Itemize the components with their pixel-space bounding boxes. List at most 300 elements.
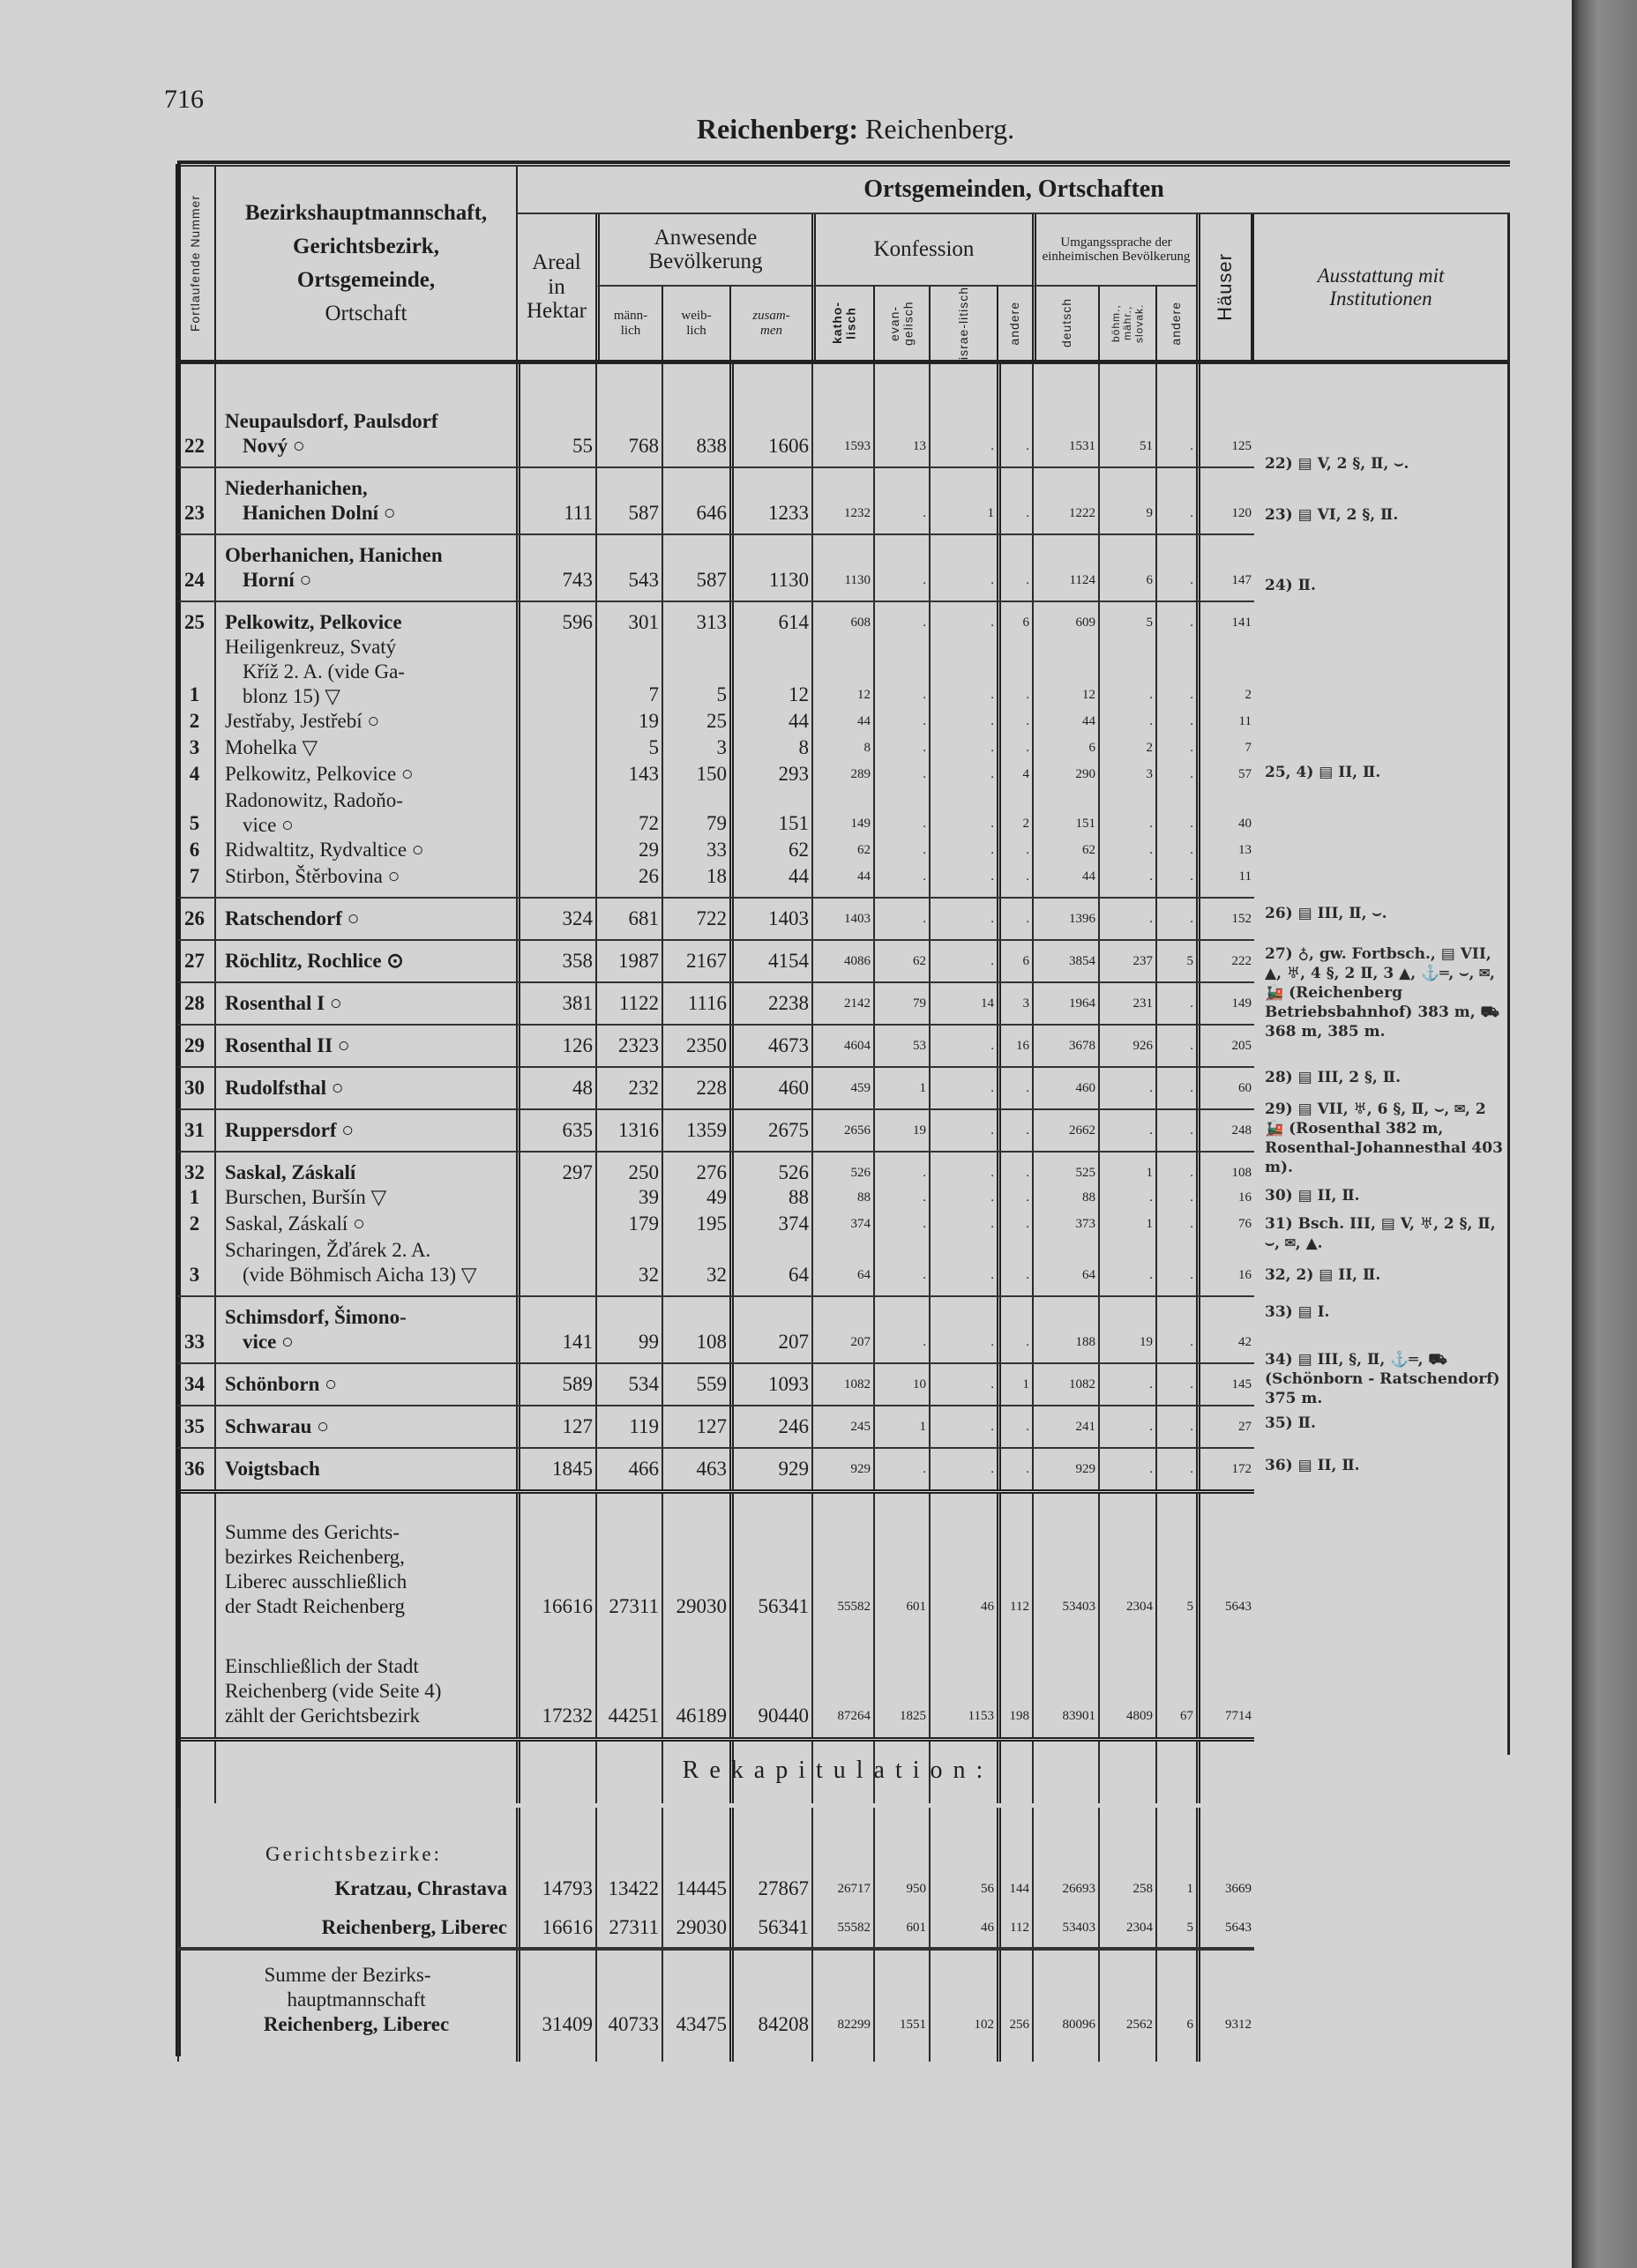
value-haeuser: 205 xyxy=(1196,1026,1254,1066)
place-name xyxy=(214,1153,516,1185)
value-katholisch: 12 xyxy=(811,635,873,709)
value-zusammen: 44 xyxy=(729,864,811,897)
value-evangelisch: 1 xyxy=(873,1406,929,1447)
value-areal xyxy=(516,709,595,735)
row-number: 7 xyxy=(189,865,200,887)
table-row xyxy=(177,364,1254,401)
row-number: 6 xyxy=(189,839,200,861)
value-haeuser: 147 xyxy=(1196,535,1254,601)
value-katholisch: 1232 xyxy=(811,468,873,533)
header-haeuser-text: Häuser xyxy=(1214,253,1237,321)
recap-subtitle: Gerichtsbezirke: xyxy=(265,1843,442,1865)
place-name-line: Radonowitz, Radoňo- xyxy=(225,789,403,811)
value-areal xyxy=(516,788,595,838)
value-andere-konf: 6 xyxy=(997,941,1032,981)
value-evangelisch: . xyxy=(873,1297,929,1362)
value-andere-konf: 198 xyxy=(997,1628,1032,1737)
value-deutsch: 460 xyxy=(1032,1068,1098,1108)
value-zusammen: 2675 xyxy=(729,1110,811,1151)
value-andere-spr: . xyxy=(1155,1238,1196,1295)
value-israelitisch: . xyxy=(929,635,997,709)
value-weiblich: 1359 xyxy=(662,1110,729,1151)
page-edge-shadow xyxy=(1572,0,1637,2268)
row-number: 2 xyxy=(189,1212,200,1235)
place-name-line: Nový ○ xyxy=(243,435,305,457)
value-deutsch: 26693 xyxy=(1032,1869,1098,1908)
place-name xyxy=(214,1238,516,1295)
value-areal: 48 xyxy=(516,1068,595,1108)
header-zusammen: zusam-men xyxy=(729,287,811,360)
header-boehmisch-text: böhm., mähr., slovak. xyxy=(1109,303,1146,343)
value-israelitisch: . xyxy=(929,1406,997,1447)
header-name-line: Bezirkshauptmannschaft, xyxy=(244,200,488,225)
table-row xyxy=(177,1494,1254,1628)
value-andere-spr: 5 xyxy=(1155,1494,1196,1628)
value-weiblich: 646 xyxy=(662,468,729,533)
value-andere-spr: . xyxy=(1155,864,1196,897)
value-haeuser: 149 xyxy=(1196,983,1254,1024)
row-number: 23 xyxy=(184,502,205,524)
value-haeuser: 57 xyxy=(1196,762,1254,788)
ausstattung-note: 32, 2) ▤ II, Ⅱ. xyxy=(1265,1266,1381,1284)
value-andere-konf: . xyxy=(997,1449,1032,1489)
value-zusammen: 1606 xyxy=(729,401,811,466)
row-number: 34 xyxy=(184,1373,205,1395)
value-andere-spr: . xyxy=(1155,635,1196,709)
value-haeuser: 7 xyxy=(1196,735,1254,762)
value-weiblich: 587 xyxy=(662,535,729,601)
value-katholisch: 1593 xyxy=(811,401,873,466)
place-name-line: Rosenthal I ○ xyxy=(225,992,342,1014)
value-deutsch: 3854 xyxy=(1032,941,1098,981)
place-name-line: Niederhanichen, xyxy=(225,477,368,499)
value-israelitisch: . xyxy=(929,788,997,838)
value-weiblich: 46189 xyxy=(662,1628,729,1737)
value-deutsch: 64 xyxy=(1032,1238,1098,1295)
value-maennlich: 681 xyxy=(595,899,662,939)
value-zusammen: 526 xyxy=(729,1153,811,1185)
ausstattung-note: 35) Ⅱ. xyxy=(1265,1414,1316,1432)
value-andere-spr: . xyxy=(1155,535,1196,601)
value-maennlich: 466 xyxy=(595,1449,662,1489)
value-areal xyxy=(516,364,595,401)
value-haeuser: 125 xyxy=(1196,401,1254,466)
value-deutsch: 80096 xyxy=(1032,1951,1098,2062)
place-name-line: bezirkes Reichenberg, xyxy=(225,1546,405,1568)
table-row xyxy=(177,602,1254,635)
value-andere-konf: . xyxy=(997,838,1032,864)
place-name xyxy=(214,535,516,601)
value-haeuser: 108 xyxy=(1196,1153,1254,1185)
row-number: 32 xyxy=(184,1161,205,1183)
value-katholisch: 44 xyxy=(811,709,873,735)
table-row xyxy=(177,1364,1254,1406)
place-name xyxy=(214,899,516,939)
header-deutsch-text: deutsch xyxy=(1059,298,1074,348)
table-row xyxy=(177,983,1254,1026)
place-name xyxy=(214,1364,516,1405)
value-katholisch: 374 xyxy=(811,1212,873,1238)
value-israelitisch: . xyxy=(929,864,997,897)
value-israelitisch: . xyxy=(929,1364,997,1405)
ausstattung-note: 34) ▤ III, §, Ⅱ, ⚓═, ⛟ (Schönborn - Ratschendorf) 375 m. xyxy=(1265,1351,1500,1407)
value-maennlich: 534 xyxy=(595,1364,662,1405)
value-andere-spr: . xyxy=(1155,709,1196,735)
header-konfession: Konfession xyxy=(811,214,1032,287)
place-name xyxy=(214,762,516,788)
place-name-line: Stirbon, Štěrbovina ○ xyxy=(225,865,400,887)
table-subrow xyxy=(177,635,1254,709)
value-maennlich: 32 xyxy=(595,1238,662,1295)
table-subrow xyxy=(177,788,1254,838)
value-weiblich xyxy=(662,364,729,401)
ausstattung-note: 25, 4) ▤ II, Ⅱ. xyxy=(1265,764,1381,781)
value-andere-spr: . xyxy=(1155,1153,1196,1185)
value-weiblich: 29030 xyxy=(662,1908,729,1947)
value-areal: 743 xyxy=(516,535,595,601)
place-name-line: Horní ○ xyxy=(243,569,312,591)
value-katholisch: 245 xyxy=(811,1406,873,1447)
value-weiblich: 18 xyxy=(662,864,729,897)
header-name xyxy=(214,167,516,360)
value-israelitisch: 102 xyxy=(929,1951,997,2062)
value-israelitisch: . xyxy=(929,1153,997,1185)
row-number: 31 xyxy=(184,1119,205,1141)
value-evangelisch: 62 xyxy=(873,941,929,981)
header-ausstattung: Ausstattung mit Institutionen xyxy=(1254,214,1510,360)
value-deutsch: 3678 xyxy=(1032,1026,1098,1066)
value-maennlich: 29 xyxy=(595,838,662,864)
value-deutsch: 1396 xyxy=(1032,899,1098,939)
value-deutsch: 12 xyxy=(1032,635,1098,709)
value-andere-konf xyxy=(997,1808,1032,1869)
place-name xyxy=(214,1185,516,1212)
value-katholisch: 55582 xyxy=(811,1494,873,1628)
value-evangelisch: . xyxy=(873,602,929,635)
place-name xyxy=(214,1494,516,1628)
value-areal: 127 xyxy=(516,1406,595,1447)
value-maennlich: 72 xyxy=(595,788,662,838)
value-zusammen xyxy=(729,364,811,401)
value-evangelisch: 601 xyxy=(873,1908,929,1947)
value-katholisch xyxy=(811,1808,873,1869)
value-areal: 16616 xyxy=(516,1494,595,1628)
value-evangelisch: . xyxy=(873,1212,929,1238)
row-number: 3 xyxy=(189,736,200,758)
value-israelitisch: . xyxy=(929,838,997,864)
value-haeuser: 5643 xyxy=(1196,1494,1254,1628)
value-areal: 324 xyxy=(516,899,595,939)
value-haeuser: 5643 xyxy=(1196,1908,1254,1947)
value-areal: 297 xyxy=(516,1153,595,1185)
value-evangelisch: . xyxy=(873,838,929,864)
value-andere-spr xyxy=(1155,1808,1196,1869)
value-haeuser xyxy=(1196,1808,1254,1869)
table-header xyxy=(177,167,1510,364)
place-name xyxy=(214,364,516,401)
row-number: 35 xyxy=(184,1415,205,1437)
header-katholisch xyxy=(811,287,873,360)
place-name-line: Scharingen, Žďárek 2. A. xyxy=(225,1239,431,1261)
place-name xyxy=(214,1212,516,1238)
value-evangelisch: 53 xyxy=(873,1026,929,1066)
value-deutsch: 2662 xyxy=(1032,1110,1098,1151)
table-subrow xyxy=(177,709,1254,735)
value-boehmisch: . xyxy=(1098,709,1155,735)
value-zusammen: 929 xyxy=(729,1449,811,1489)
value-andere-spr: . xyxy=(1155,468,1196,533)
value-deutsch: 525 xyxy=(1032,1153,1098,1185)
value-israelitisch: . xyxy=(929,899,997,939)
value-boehmisch xyxy=(1098,364,1155,401)
row-number: 3 xyxy=(189,1264,200,1286)
value-zusammen: 151 xyxy=(729,788,811,838)
ausstattung-note: 30) ▤ II, Ⅱ. xyxy=(1265,1187,1360,1205)
value-andere-spr: . xyxy=(1155,762,1196,788)
value-katholisch: 8 xyxy=(811,735,873,762)
value-israelitisch: . xyxy=(929,941,997,981)
value-andere-spr: . xyxy=(1155,1297,1196,1362)
value-boehmisch: 3 xyxy=(1098,762,1155,788)
ausstattung-note: 28) ▤ III, 2 §, Ⅱ. xyxy=(1265,1069,1402,1086)
value-maennlich: 250 xyxy=(595,1153,662,1185)
value-andere-konf: 3 xyxy=(997,983,1032,1024)
value-katholisch xyxy=(811,364,873,401)
value-andere-konf: 4 xyxy=(997,762,1032,788)
value-zusammen: 1130 xyxy=(729,535,811,601)
value-deutsch: 53403 xyxy=(1032,1494,1098,1628)
value-israelitisch: 14 xyxy=(929,983,997,1024)
value-boehmisch: 231 xyxy=(1098,983,1155,1024)
header-andere-konf xyxy=(997,287,1032,360)
value-weiblich: 108 xyxy=(662,1297,729,1362)
value-evangelisch: 1 xyxy=(873,1068,929,1108)
row-number: 25 xyxy=(184,611,205,633)
value-areal xyxy=(516,635,595,709)
place-name xyxy=(214,788,516,838)
value-andere-konf xyxy=(997,364,1032,401)
value-israelitisch xyxy=(929,364,997,401)
value-evangelisch: . xyxy=(873,468,929,533)
value-katholisch: 1403 xyxy=(811,899,873,939)
value-maennlich: 13422 xyxy=(595,1869,662,1908)
place-name-line: Röchlitz, Rochlice ⊙ xyxy=(225,950,404,972)
place-name xyxy=(214,1068,516,1108)
value-maennlich: 40733 xyxy=(595,1951,662,2062)
value-andere-spr: . xyxy=(1155,1185,1196,1212)
value-maennlich: 232 xyxy=(595,1068,662,1108)
value-maennlich: 119 xyxy=(595,1406,662,1447)
header-evangelisch-text: evan-gelisch xyxy=(887,301,916,346)
place-name-line: Einschließlich der Stadt xyxy=(225,1655,419,1677)
place-name xyxy=(214,735,516,762)
value-maennlich: 5 xyxy=(595,735,662,762)
table-row xyxy=(177,1869,1254,1908)
header-name-line: Ortschaft xyxy=(325,301,407,325)
ausstattung-note: 22) ▤ V, 2 §, Ⅱ, ⌣. xyxy=(1265,455,1409,473)
place-name xyxy=(214,1110,516,1151)
value-weiblich: 79 xyxy=(662,788,729,838)
value-katholisch: 62 xyxy=(811,838,873,864)
value-weiblich: 228 xyxy=(662,1068,729,1108)
place-name-line: Saskal, Záskalí ○ xyxy=(225,1212,365,1235)
value-zusammen: 90440 xyxy=(729,1628,811,1737)
place-name xyxy=(214,401,516,466)
table-subrow xyxy=(177,864,1254,899)
ausstattung-note: 24) Ⅱ. xyxy=(1265,577,1316,594)
value-boehmisch xyxy=(1098,1808,1155,1869)
value-maennlich xyxy=(595,1808,662,1869)
table-row xyxy=(177,1153,1254,1185)
value-haeuser: 120 xyxy=(1196,468,1254,533)
value-deutsch xyxy=(1032,1808,1098,1869)
header-name-line: Ortsgemeinde, xyxy=(296,267,436,292)
table-row xyxy=(177,941,1254,983)
value-andere-spr xyxy=(1155,364,1196,401)
value-israelitisch xyxy=(929,1808,997,1869)
value-andere-spr: 6 xyxy=(1155,1951,1196,2062)
value-andere-spr: . xyxy=(1155,735,1196,762)
value-haeuser: 222 xyxy=(1196,941,1254,981)
value-israelitisch: . xyxy=(929,1068,997,1108)
value-deutsch: 151 xyxy=(1032,788,1098,838)
place-name-line: Rosenthal II ○ xyxy=(225,1034,350,1056)
table-subrow xyxy=(177,762,1254,788)
value-israelitisch: 56 xyxy=(929,1869,997,1908)
value-andere-spr: . xyxy=(1155,788,1196,838)
place-name-line: vice ○ xyxy=(243,814,294,836)
place-name xyxy=(214,1449,516,1489)
value-maennlich: 44251 xyxy=(595,1628,662,1737)
header-katholisch-text: katho-lisch xyxy=(830,302,858,345)
value-weiblich: 2167 xyxy=(662,941,729,981)
value-boehmisch: 2304 xyxy=(1098,1908,1155,1947)
value-zusammen: 1403 xyxy=(729,899,811,939)
value-boehmisch: 1 xyxy=(1098,1212,1155,1238)
value-areal xyxy=(516,735,595,762)
row-number xyxy=(177,1494,214,1628)
value-israelitisch: . xyxy=(929,1212,997,1238)
header-areal: Areal in Hektar xyxy=(516,214,595,360)
value-haeuser: 7714 xyxy=(1196,1628,1254,1737)
value-haeuser: 60 xyxy=(1196,1068,1254,1108)
value-zusammen: 293 xyxy=(729,762,811,788)
row-number: 1 xyxy=(189,683,200,705)
value-evangelisch: . xyxy=(873,635,929,709)
value-katholisch: 44 xyxy=(811,864,873,897)
value-andere-konf: . xyxy=(997,1153,1032,1185)
table-row xyxy=(177,1951,1254,2062)
value-deutsch: 1222 xyxy=(1032,468,1098,533)
table-row xyxy=(177,1068,1254,1110)
value-areal xyxy=(516,1808,595,1869)
value-maennlich: 1987 xyxy=(595,941,662,981)
value-andere-konf: . xyxy=(997,1110,1032,1151)
value-evangelisch: 79 xyxy=(873,983,929,1024)
value-haeuser: 76 xyxy=(1196,1212,1254,1238)
value-andere-konf: 112 xyxy=(997,1494,1032,1628)
value-boehmisch: 1 xyxy=(1098,1153,1155,1185)
place-name-line: Kříž 2. A. (vide Ga- xyxy=(243,660,405,683)
place-name-line: Summe der Bezirks- xyxy=(264,1964,431,1986)
place-name xyxy=(214,1297,516,1362)
header-name-line: Gerichtsbezirk, xyxy=(293,234,439,258)
value-haeuser: 13 xyxy=(1196,838,1254,864)
value-andere-konf: . xyxy=(997,1212,1032,1238)
value-areal: 141 xyxy=(516,1297,595,1362)
value-zusammen: 62 xyxy=(729,838,811,864)
table-subrow xyxy=(177,735,1254,762)
place-name xyxy=(177,1951,516,2062)
value-areal: 635 xyxy=(516,1110,595,1151)
value-evangelisch: . xyxy=(873,735,929,762)
value-zusammen: 64 xyxy=(729,1238,811,1295)
value-andere-spr: . xyxy=(1155,1110,1196,1151)
value-evangelisch: 950 xyxy=(873,1869,929,1908)
value-evangelisch: 10 xyxy=(873,1364,929,1405)
value-maennlich: 39 xyxy=(595,1185,662,1212)
value-maennlich: 768 xyxy=(595,401,662,466)
value-areal: 126 xyxy=(516,1026,595,1066)
value-evangelisch: . xyxy=(873,1153,929,1185)
value-katholisch: 82299 xyxy=(811,1951,873,2062)
value-evangelisch: . xyxy=(873,1238,929,1295)
value-weiblich: 49 xyxy=(662,1185,729,1212)
value-israelitisch: 46 xyxy=(929,1494,997,1628)
value-boehmisch: 5 xyxy=(1098,602,1155,635)
header-andere-konf-text: andere xyxy=(1007,301,1022,346)
row-number: 24 xyxy=(184,569,205,591)
value-evangelisch: . xyxy=(873,1449,929,1489)
ausstattung-note: 31) Bsch. III, ▤ V, ♅, 2 §, Ⅱ, ⌣, ✉, ▲. xyxy=(1265,1215,1496,1252)
header-weiblich: weib-lich xyxy=(662,287,729,360)
value-haeuser: 152 xyxy=(1196,899,1254,939)
value-haeuser: 27 xyxy=(1196,1406,1254,1447)
value-deutsch: 53403 xyxy=(1032,1908,1098,1947)
value-haeuser: 145 xyxy=(1196,1364,1254,1405)
value-maennlich: 1316 xyxy=(595,1110,662,1151)
value-boehmisch: 2562 xyxy=(1098,1951,1155,2062)
place-name xyxy=(214,864,516,897)
value-haeuser: 2 xyxy=(1196,635,1254,709)
value-boehmisch: 9 xyxy=(1098,468,1155,533)
value-weiblich: 722 xyxy=(662,899,729,939)
value-boehmisch: 237 xyxy=(1098,941,1155,981)
place-name-line: Rudolfsthal ○ xyxy=(225,1077,344,1099)
value-katholisch: 149 xyxy=(811,788,873,838)
place-name-line: Hanichen Dolní ○ xyxy=(243,502,396,524)
value-deutsch: 88 xyxy=(1032,1185,1098,1212)
value-weiblich: 150 xyxy=(662,762,729,788)
table-subrow xyxy=(177,1212,1254,1238)
value-areal: 14793 xyxy=(516,1869,595,1908)
value-katholisch: 88 xyxy=(811,1185,873,1212)
value-weiblich: 463 xyxy=(662,1449,729,1489)
place-name-line: Oberhanichen, Hanichen xyxy=(225,544,443,566)
place-name-line: Reichenberg (vide Seite 4) xyxy=(225,1680,442,1702)
value-andere-konf: 144 xyxy=(997,1869,1032,1908)
place-name-line: hauptmannschaft xyxy=(287,1988,426,2011)
value-andere-konf: 2 xyxy=(997,788,1032,838)
table-row xyxy=(177,468,1254,535)
place-name-line: Reichenberg, Liberec xyxy=(321,1916,507,1938)
value-andere-konf: . xyxy=(997,1068,1032,1108)
value-zusammen xyxy=(729,1808,811,1869)
value-andere-konf: 1 xyxy=(997,1364,1032,1405)
value-israelitisch: . xyxy=(929,1449,997,1489)
value-evangelisch: . xyxy=(873,535,929,601)
place-name-line: Ridwaltitz, Rydvaltice ○ xyxy=(225,839,424,861)
